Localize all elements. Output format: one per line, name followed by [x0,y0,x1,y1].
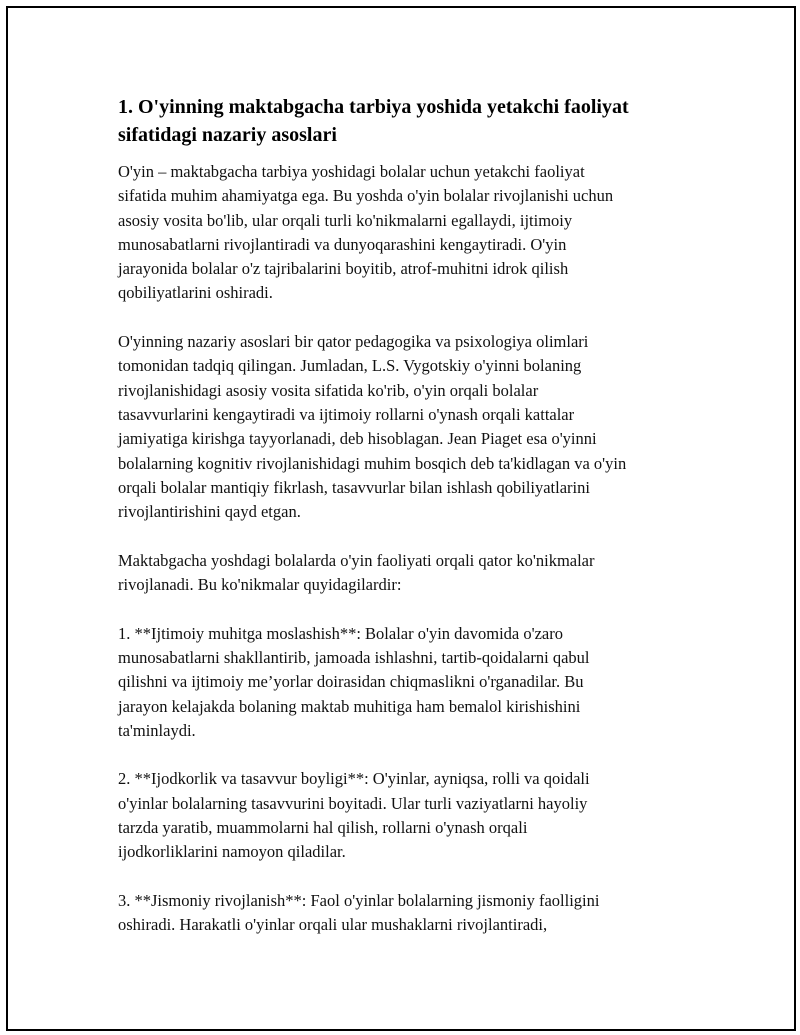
list-item-creativity: 2. **Ijodkorlik va tasavvur boyligi**: O'yinlar, ayniqsa, rolli va qoidali o'yinlar bolalarning tasavvurini boyitadi. Ular turli vaziyatlarni hayoliy tarzda yaratib, muammolarni hal qilish, rollarni o'ynash orqali ijodkorliklarini namoyon qiladilar. [118,769,590,862]
list-item-social-adaptation: 1. **Ijtimoiy muhitga moslashish**: Bolalar o'yin davomida o'zaro munosabatlarni shakllantirib, jamoada ishlashni, tartib-qoidalarni qabul qilishni va ijtimoiy me’yorlar doirasidan chiqmaslikni o'rganadilar. Bu jarayon kelajakda bolaning maktab muhitiga ham bemalol kirishishini ta'minlaydi. [118,623,590,740]
paragraph-intro: O'yin – maktabgacha tarbiya yoshidagi bolalar uchun yetakchi faoliyat sifatida muhim ahamiyatga ega. Bu yoshda o'yin bolalar rivojlanishi uchun asosiy vosita bo'lib, ular orqali turli ko'nikmalarni egallaydi, ijtimoiy munosabatlarni rivojlantiradi va dunyoqarashini kengaytiradi. O'yin jarayonida bolalar o'z tajribalarini boyitib, atrof-muhitni idrok qilish qobiliyatlarini oshiradi. [118,162,614,303]
paragraph-skills-intro: Maktabgacha yoshdagi bolalarda o'yin faoliyati orqali qator ko'nikmalar rivojlanadi. Bu ko'nikmalar quyidagilardir: [118,550,595,595]
section-heading: 1. O'yinning maktabgacha tarbiya yoshida yetakchi faoliyat sifatidagi nazariy asoslari [118,96,629,146]
paragraph-theory: O'yinning nazariy asoslari bir qator pedagogika va psixologiya olimlari tomonidan tadqiq qilingan. Jumladan, L.S. Vygotskiy o'yinni bolaning rivojlanishidagi asosiy vosita sifatida ko'rib, o'yin orqali bolalar tasavvurlarini kengaytiradi va ijtimoiy rollarni o'ynash orqali kattalar jamiyatiga kirishga tayyorlanadi, deb hisoblagan. Jean Piaget esa o'yinni bolalarning kognitiv rivojlanishidagi muhim bosqich deb ta'kidlagan va o'yin orqali bolalar mantiqiy fikrlash, tasavvurlar bilan ishlash qobiliyatlarini rivojlantirishini qayd etgan. [118,332,627,522]
document-body [118,93,698,962]
list-item-physical-development: 3. **Jismoniy rivojlanish**: Faol o'yinlar bolalarning jismoniy faolligini oshiradi. Harakatli o'yinlar orqali ular mushaklarni rivojlantiradi, [118,890,600,935]
